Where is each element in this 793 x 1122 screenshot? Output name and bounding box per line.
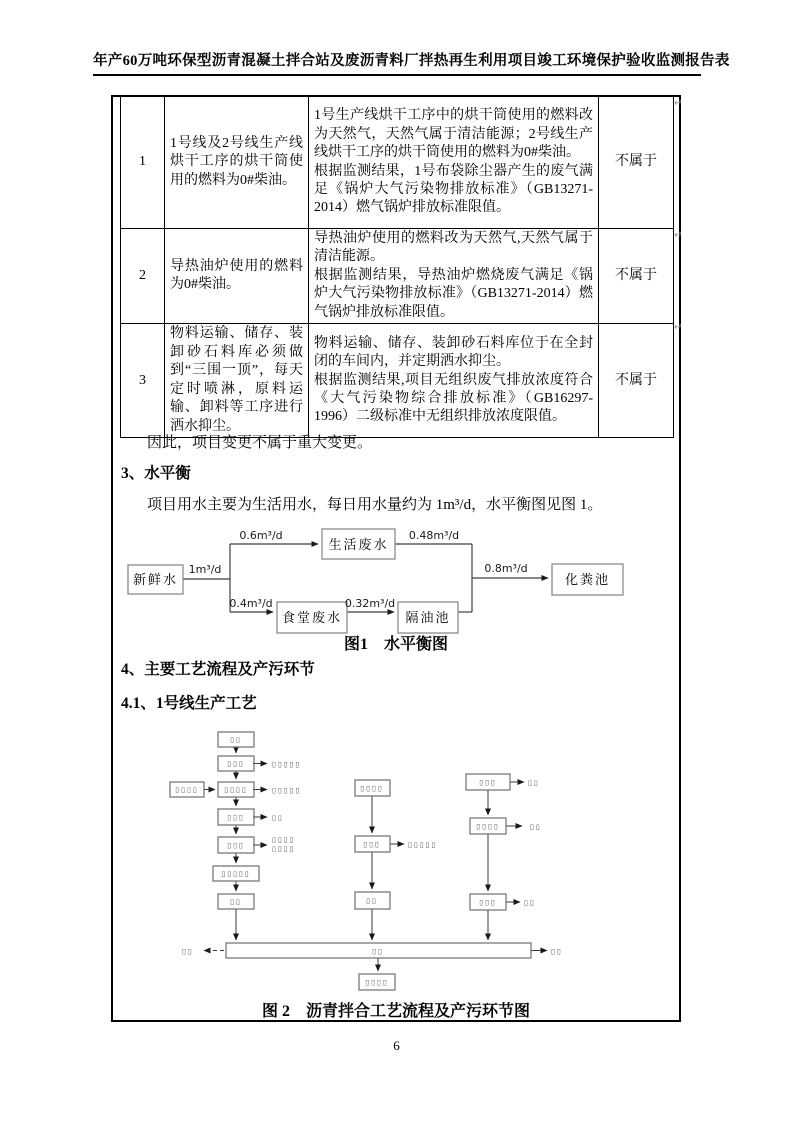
actual-paragraph: 1号生产线烘干工序中的烘干筒使用的燃料改为天然气，天然气属于清洁能源；2号线生产线烘干工序的烘干筒使用的燃料为0#柴油。 — [314, 108, 593, 161]
emission-label: ▯▯▯▯▯ — [272, 760, 302, 769]
requirement-cell: 导热油炉使用的燃料为0#柴油。 — [165, 229, 309, 324]
conclusion-cell: 不属于 — [599, 229, 674, 324]
flow-label-domestic-out: 0.48m³/d — [408, 529, 460, 542]
page-number: 6 — [393, 1038, 400, 1053]
emission-label: ▯▯ — [524, 899, 536, 907]
process-label: ▯▯ — [366, 897, 378, 905]
emission-label: ▯▯ — [551, 947, 563, 956]
flow-label-to-canteen: 0.4m³/d — [229, 597, 273, 610]
process-label: ▯▯▯▯▯ — [221, 870, 251, 878]
actual-paragraph: 根据监测结果，1号布袋除尘器产生的废气满足《锅炉大气污染物排放标准》（GB13271-2014）燃气锅炉排放标准限值。 — [314, 163, 593, 216]
row-number: 2 — [121, 229, 165, 324]
emission-label: ▯▯▯▯ — [272, 836, 296, 844]
emission-label: ▯▯ — [182, 947, 194, 956]
oil-separator-label: 隔油池 — [405, 610, 451, 625]
process-label: ▯▯▯ — [479, 898, 497, 907]
document-header-title: 年产60万吨环保型沥青混凝土拌合站及废沥青料厂拌热再生利用项目竣工环境保护验收监测报告表 — [93, 49, 701, 76]
process-label: ▯▯▯▯ — [476, 822, 500, 831]
flow-label-fresh-out: 1m³/d — [188, 563, 222, 576]
row-number: 1 — [121, 97, 165, 229]
actual-paragraph: 根据监测结果，导热油炉燃烧废气满足《锅炉大气污染物排放标准》（GB13271-2014）燃气锅炉排放标准限值。 — [314, 267, 593, 320]
process-label: ▯▯▯ — [227, 813, 245, 822]
canteen-wastewater-label: 食堂废水 — [281, 610, 343, 625]
emission-label: ▯▯ — [530, 823, 542, 831]
emission-label: ▯▯▯▯▯ — [408, 841, 438, 849]
row-number: 3 — [121, 324, 165, 438]
process-label: ▯▯▯ — [227, 841, 245, 850]
process-flow-diagram — [112, 720, 681, 1005]
requirement-cell: 1号线及2号线生产线烘干工序的烘干筒使用的燃料为0#柴油。 — [165, 97, 309, 229]
domestic-wastewater-label: 生活废水 — [328, 537, 389, 552]
emission-label: ▯▯ — [272, 814, 284, 822]
process-label: ▯▯▯ — [363, 840, 381, 849]
table-row — [121, 324, 674, 438]
flow-label-to-domestic: 0.6m³/d — [239, 529, 283, 542]
process-label: ▯▯▯ — [227, 760, 245, 768]
water-usage-paragraph: 项目用水主要为生活用水，每日用水量约为 1m³/d，水平衡图见图 1。 — [147, 497, 603, 513]
table-row — [121, 229, 674, 324]
water-balance-diagram — [120, 520, 665, 645]
figure1-caption: 图1 水平衡图 — [343, 636, 448, 653]
actual-cell — [309, 97, 599, 229]
actual-paragraph: 根据监测结果,项目无组织废气排放浓度符合《大气污染物综合排放标准》（GB16297-1996）二级标准中无组织排放浓度限值。 — [314, 372, 593, 425]
process-label: ▯▯▯▯ — [360, 784, 384, 793]
process-label: ▯▯▯ — [479, 778, 497, 787]
table-row — [121, 97, 674, 229]
conclusion-cell: 不属于 — [599, 97, 674, 229]
emission-label: ▯▯▯▯▯ — [272, 786, 302, 795]
emission-label: ▯▯ — [528, 779, 540, 787]
process-label: ▯▯▯▯ — [365, 978, 389, 987]
heading-line1-process: 4.1、1号线生产工艺 — [121, 695, 257, 712]
conclusion-paragraph: 因此，项目变更不属于重大变更。 — [147, 435, 373, 451]
process-label: ▯▯▯▯ — [224, 786, 248, 794]
conclusion-cell: 不属于 — [599, 324, 674, 438]
actual-paragraph: 物料运输、储存、装卸砂石料库位于在全封闭的车间内，并定期洒水抑尘。 — [314, 335, 593, 370]
paragraph-mark: ↵ — [674, 98, 683, 109]
actual-cell — [309, 229, 599, 324]
flow-label-to-septic: 0.8m³/d — [484, 562, 528, 575]
actual-cell — [309, 324, 599, 438]
paragraph-mark: ↵ — [674, 322, 683, 333]
figure2-caption: 图 2 沥青拌合工艺流程及产污环节图 — [261, 1003, 530, 1020]
process-label: ▯▯▯▯ — [175, 786, 199, 794]
process-label: ▯▯ — [230, 898, 242, 906]
septic-tank-label: 化粪池 — [564, 572, 611, 587]
heading-process-flow: 4、主要工艺流程及产污环节 — [121, 661, 315, 678]
requirement-cell: 物料运输、储存、装卸砂石料库必须做到“三围一顶”，每天定时喷淋，原料运输、卸料等工序进行洒水抑尘。 — [165, 324, 309, 438]
paragraph-mark: ↵ — [674, 230, 683, 241]
process-label: ▯▯ — [230, 736, 242, 744]
change-comparison-table — [120, 96, 674, 438]
fresh-water-label: 新鲜水 — [132, 572, 179, 587]
bus-label: ▯▯ — [372, 947, 384, 956]
heading-water-balance: 3、水平衡 — [121, 465, 191, 482]
actual-paragraph: 导热油炉使用的燃料改为天然气,天然气属于清洁能源。 — [314, 231, 593, 265]
flow-label-canteen-out: 0.32m³/d — [344, 597, 396, 610]
emission-label: ▯▯▯▯ — [272, 845, 296, 853]
